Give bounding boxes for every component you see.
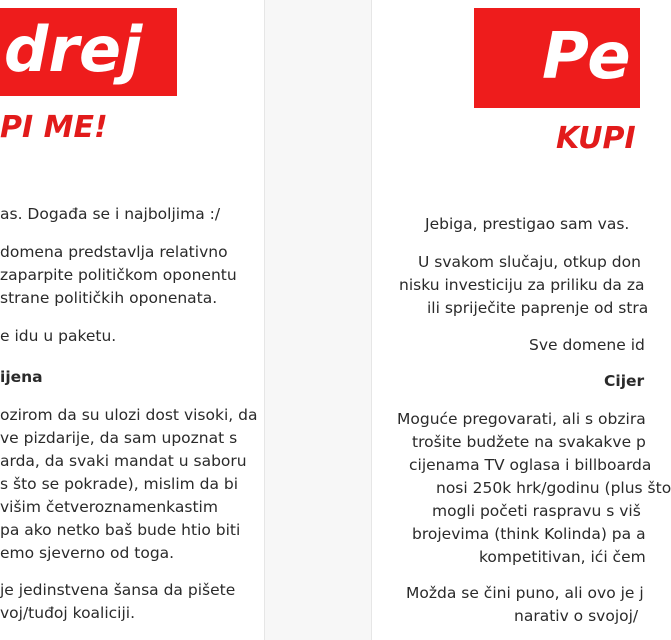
right-text-line: kompetitivan, ići čem bbox=[479, 548, 646, 566]
right-text-line: U svakom slučaju, otkup don bbox=[418, 253, 641, 271]
left-text-line: e idu u paketu. bbox=[0, 327, 117, 345]
right-text-line: Jebiga, prestigao sam vas. bbox=[425, 215, 630, 233]
left-tagline: PI ME! bbox=[0, 110, 108, 145]
right-text-line: mogli početi raspravu s viš bbox=[432, 502, 641, 520]
right-text-line: brojevima (think Kolinda) pa a bbox=[412, 525, 646, 543]
right-text-line: ili spriječite paprenje od stra bbox=[427, 299, 649, 317]
right-text-line: narativ o svojoj/ bbox=[514, 607, 639, 625]
left-text-line: pa ako netko baš bude htio biti bbox=[0, 521, 241, 539]
right-text-line: Moguće pregovarati, ali s obzira bbox=[397, 410, 646, 428]
right-text-line: trošite budžete na svakakve p bbox=[412, 433, 646, 451]
left-text-line: višim četveroznamenkastim bbox=[0, 498, 218, 516]
right-text-line: nosi 250k hrk/godinu (plus što bbox=[436, 479, 671, 497]
right-section-heading: Cijer bbox=[604, 372, 645, 390]
left-page-edge bbox=[264, 0, 265, 640]
right-name-banner bbox=[474, 8, 640, 108]
left-page bbox=[0, 0, 264, 640]
left-text-line: je jedinstvena šansa da pišete bbox=[0, 581, 236, 599]
right-banner-text: Pe bbox=[542, 20, 631, 94]
left-text-line: strane političkih oponenata. bbox=[0, 289, 218, 307]
left-text-line: zaparpite političkom oponentu bbox=[0, 266, 237, 284]
left-text-line: emo sjeverno od toga. bbox=[0, 544, 175, 562]
left-banner-text: drej bbox=[4, 13, 143, 86]
right-tagline: KUPI bbox=[556, 121, 636, 156]
left-text-line: ve pizdarije, da sam upoznat s bbox=[0, 429, 238, 447]
left-text-line: as. Događa se i najboljima :/ bbox=[0, 205, 221, 223]
right-text-line: nisku investiciju za priliku da za bbox=[399, 276, 645, 294]
right-text-line: Sve domene id bbox=[529, 336, 645, 354]
left-section-heading: ijena bbox=[0, 368, 43, 386]
right-page bbox=[372, 0, 671, 640]
left-text-line: voj/tuđoj koaliciji. bbox=[0, 604, 136, 622]
left-text-line: domena predstavlja relativno bbox=[0, 243, 228, 261]
right-text-line: Možda se čini puno, ali ovo je j bbox=[406, 584, 644, 602]
left-name-banner bbox=[0, 8, 177, 96]
left-text-line: s što se pokrade), mislim da bi bbox=[0, 475, 239, 493]
left-text-line: arda, da svaki mandat u saboru bbox=[0, 452, 247, 470]
left-text-line: ozirom da su ulozi dost visoki, da bbox=[0, 406, 258, 424]
right-text-line: cijenama TV oglasa i billboarda bbox=[409, 456, 652, 474]
